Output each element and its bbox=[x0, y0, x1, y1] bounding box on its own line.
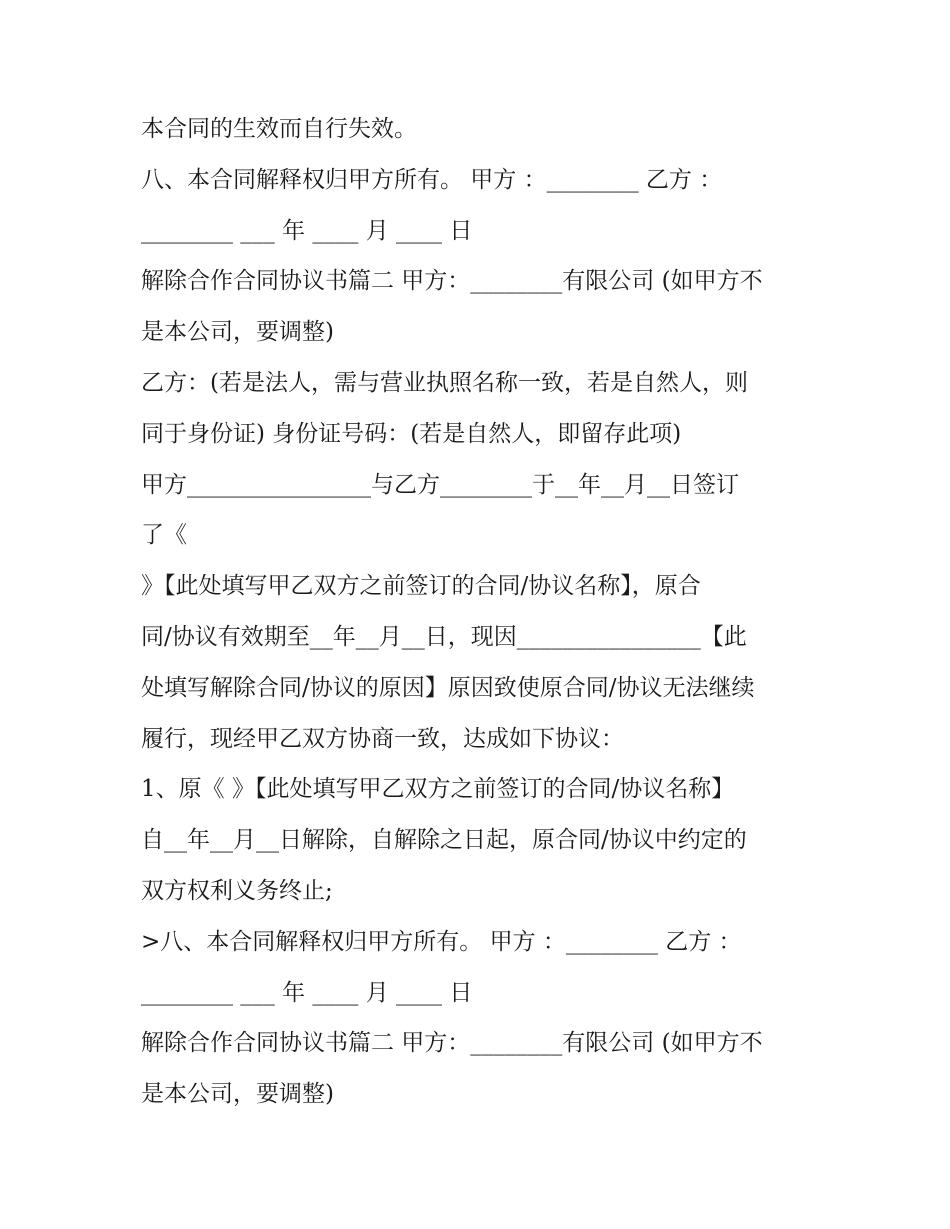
text-line: 本合同的生效而自行失效。 bbox=[141, 116, 417, 142]
text-line: 了《 bbox=[141, 522, 187, 549]
text-line: 》【此处填写甲乙双方之前签订的合同/协议名称】，原合 bbox=[141, 573, 701, 600]
text-line: 同/协议有效期至__年__月__日，现因________________【此 bbox=[141, 623, 747, 650]
text-line: ________ ___ 年 ____ 月 ____ 日 bbox=[141, 979, 473, 1006]
text-line: ________ ___ 年 ____ 月 ____ 日 bbox=[141, 217, 473, 244]
text-line: 自__年__月__日解除，自解除之日起，原合同/协议中约定的 bbox=[141, 827, 747, 854]
document-body bbox=[141, 104, 821, 1120]
text-line: 解除合作合同协议书篇二 甲方：________有限公司 (如甲方不 bbox=[141, 1030, 763, 1057]
text-line: 解除合作合同协议书篇二 甲方：________有限公司 (如甲方不 bbox=[141, 268, 763, 295]
text-line: 是本公司，要调整) bbox=[141, 319, 334, 346]
text-line: 同于身份证) 身份证号码：(若是自然人，即留存此项) bbox=[141, 420, 682, 447]
text-line: 1、原《 》【此处填写甲乙双方之前签订的合同/协议名称】 bbox=[141, 776, 735, 803]
text-line: 处填写解除合同/协议的原因】原因致使原合同/协议无法继续 bbox=[141, 674, 755, 701]
text-line: >八、本合同解释权归甲方所有。 甲方 ：________ 乙方 ： bbox=[141, 928, 742, 955]
text-line: 乙方：(若是法人，需与营业执照名称一致，若是自然人，则 bbox=[141, 369, 748, 396]
text-line: 甲方________________与乙方________于__年__月__日签订 bbox=[141, 471, 739, 498]
text-line: 是本公司，要调整) bbox=[141, 1081, 334, 1108]
text-line: 双方权利义务终止; bbox=[141, 877, 333, 904]
text-line: 八、本合同解释权归甲方所有。 甲方 ：________ 乙方 ： bbox=[141, 166, 723, 193]
text-line: 履行，现经甲乙双方协商一致，达成如下协议： bbox=[141, 725, 624, 752]
